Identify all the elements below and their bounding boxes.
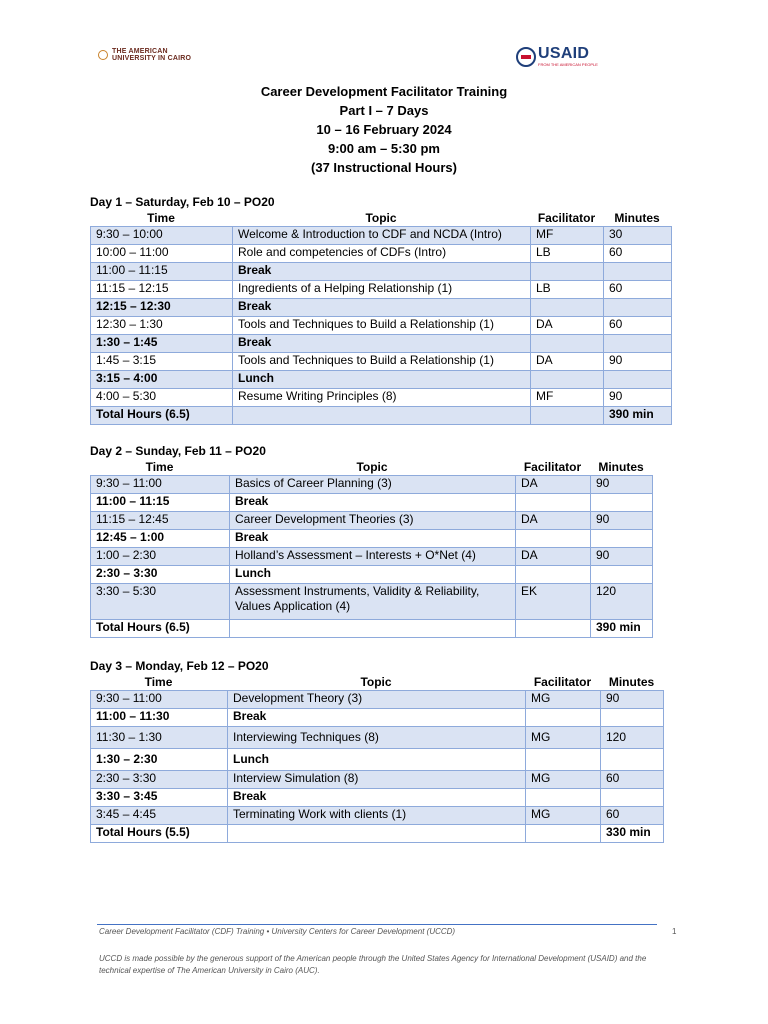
time-cell: 11:00 – 11:30 bbox=[91, 709, 228, 727]
facilitator-cell bbox=[516, 530, 591, 548]
time-cell: Total Hours (6.5) bbox=[91, 407, 233, 425]
col-header-minutes: Minutes bbox=[608, 675, 655, 689]
facilitator-cell: EK bbox=[516, 584, 591, 620]
col-header-time: Time bbox=[144, 675, 173, 689]
topic-cell: Break bbox=[230, 494, 516, 512]
minutes-cell: 60 bbox=[601, 771, 664, 789]
facilitator-cell: DA bbox=[516, 476, 591, 494]
minutes-cell bbox=[591, 530, 653, 548]
minutes-cell: 60 bbox=[604, 317, 672, 335]
topic-cell: Lunch bbox=[230, 566, 516, 584]
table-row bbox=[91, 727, 664, 749]
time-cell: 12:30 – 1:30 bbox=[91, 317, 233, 335]
facilitator-cell: LB bbox=[531, 245, 604, 263]
table-row bbox=[91, 771, 664, 789]
document-title bbox=[0, 82, 768, 177]
schedule-table bbox=[90, 690, 664, 843]
table-row bbox=[91, 245, 672, 263]
page-number: 1 bbox=[672, 927, 677, 936]
day-2-schedule bbox=[90, 443, 653, 638]
title-line5: (37 Instructional Hours) bbox=[311, 160, 457, 175]
time-cell: 12:45 – 1:00 bbox=[91, 530, 230, 548]
usaid-logo bbox=[516, 46, 598, 67]
day-3-schedule bbox=[90, 658, 664, 843]
facilitator-cell: MG bbox=[526, 771, 601, 789]
title-line1: Career Development Facilitator Training bbox=[260, 84, 508, 99]
facilitator-cell: DA bbox=[531, 353, 604, 371]
topic-cell: Break bbox=[233, 299, 531, 317]
minutes-cell: 90 bbox=[591, 548, 653, 566]
facilitator-cell bbox=[526, 749, 601, 771]
col-header-time: Time bbox=[145, 460, 174, 474]
auc-logo-line1: THE AMERICAN bbox=[112, 48, 168, 55]
time-cell: Total Hours (5.5) bbox=[91, 825, 228, 843]
topic-cell: Lunch bbox=[228, 749, 526, 771]
minutes-cell bbox=[601, 749, 664, 771]
facilitator-cell: MG bbox=[526, 807, 601, 825]
table-row bbox=[91, 749, 664, 771]
footer-divider bbox=[97, 924, 657, 925]
time-cell: Total Hours (6.5) bbox=[91, 620, 230, 638]
column-header-row bbox=[90, 674, 664, 690]
time-cell: 2:30 – 3:30 bbox=[91, 771, 228, 789]
facilitator-cell bbox=[531, 371, 604, 389]
topic-cell bbox=[228, 825, 526, 843]
topic-cell bbox=[233, 407, 531, 425]
time-cell: 11:00 – 11:15 bbox=[91, 494, 230, 512]
minutes-cell: 90 bbox=[604, 353, 672, 371]
minutes-cell bbox=[604, 263, 672, 281]
table-row bbox=[91, 512, 653, 530]
topic-cell: Lunch bbox=[233, 371, 531, 389]
title-line3: 10 – 16 February 2024 bbox=[316, 122, 452, 137]
minutes-cell bbox=[604, 371, 672, 389]
table-row bbox=[91, 371, 672, 389]
col-header-facilitator: Facilitator bbox=[523, 460, 582, 474]
title-line2: Part I – 7 Days bbox=[339, 103, 429, 118]
minutes-cell bbox=[604, 335, 672, 353]
footer-program-line: Career Development Facilitator (CDF) Training • University Centers for Career Development (UCCD) bbox=[99, 927, 456, 936]
topic-cell: Break bbox=[228, 789, 526, 807]
minutes-cell: 90 bbox=[591, 476, 653, 494]
table-row bbox=[91, 281, 672, 299]
topic-cell: Welcome & Introduction to CDF and NCDA (Intro) bbox=[233, 227, 531, 245]
facilitator-cell bbox=[516, 566, 591, 584]
table-row bbox=[91, 807, 664, 825]
topic-cell bbox=[230, 620, 516, 638]
topic-cell: Resume Writing Principles (8) bbox=[233, 389, 531, 407]
minutes-cell: 90 bbox=[604, 389, 672, 407]
time-cell: 9:30 – 10:00 bbox=[91, 227, 233, 245]
facilitator-cell bbox=[531, 335, 604, 353]
day-heading: Day 3 – Monday, Feb 12 – PO20 bbox=[90, 659, 269, 673]
minutes-cell bbox=[601, 789, 664, 807]
minutes-cell bbox=[601, 709, 664, 727]
topic-cell: Assessment Instruments, Validity & Reliability, Values Application (4) bbox=[230, 584, 516, 620]
time-cell: 10:00 – 11:00 bbox=[91, 245, 233, 263]
facilitator-cell: DA bbox=[516, 512, 591, 530]
footer-disclaimer: UCCD is made possible by the generous support of the American people through the United States Agency for International Development (USAID) and the technical expertise of The American University in Cairo (AUC). bbox=[99, 954, 647, 975]
facilitator-cell: DA bbox=[531, 317, 604, 335]
topic-cell: Break bbox=[233, 335, 531, 353]
table-row bbox=[91, 825, 664, 843]
auc-logo-line2: UNIVERSITY IN CAIRO bbox=[112, 55, 192, 62]
column-header-row bbox=[90, 459, 653, 475]
column-header-row bbox=[90, 210, 672, 226]
schedule-table bbox=[90, 475, 653, 638]
topic-cell: Tools and Techniques to Build a Relationship (1) bbox=[233, 317, 531, 335]
usaid-wordmark: USAID bbox=[538, 45, 590, 62]
col-header-minutes: Minutes bbox=[598, 460, 644, 474]
table-row bbox=[91, 789, 664, 807]
facilitator-cell: MG bbox=[526, 727, 601, 749]
table-row bbox=[91, 353, 672, 371]
facilitator-cell bbox=[516, 620, 591, 638]
table-row bbox=[91, 389, 672, 407]
usaid-tagline: FROM THE AMERICAN PEOPLE bbox=[538, 62, 598, 67]
minutes-cell: 90 bbox=[591, 512, 653, 530]
facilitator-cell bbox=[531, 299, 604, 317]
time-cell: 1:45 – 3:15 bbox=[91, 353, 233, 371]
time-cell: 9:30 – 11:00 bbox=[91, 691, 228, 709]
facilitator-cell: LB bbox=[531, 281, 604, 299]
minutes-cell: 90 bbox=[601, 691, 664, 709]
col-header-facilitator: Facilitator bbox=[537, 211, 596, 225]
time-cell: 4:00 – 5:30 bbox=[91, 389, 233, 407]
table-row bbox=[91, 620, 653, 638]
topic-cell: Development Theory (3) bbox=[228, 691, 526, 709]
minutes-cell: 60 bbox=[601, 807, 664, 825]
time-cell: 12:15 – 12:30 bbox=[91, 299, 233, 317]
topic-cell: Terminating Work with clients (1) bbox=[228, 807, 526, 825]
col-header-time: Time bbox=[147, 211, 175, 225]
minutes-cell: 390 min bbox=[604, 407, 672, 425]
table-row bbox=[91, 299, 672, 317]
topic-cell: Ingredients of a Helping Relationship (1) bbox=[233, 281, 531, 299]
minutes-cell bbox=[591, 494, 653, 512]
table-row bbox=[91, 407, 672, 425]
table-row bbox=[91, 317, 672, 335]
time-cell: 1:00 – 2:30 bbox=[91, 548, 230, 566]
minutes-cell: 390 min bbox=[591, 620, 653, 638]
table-row bbox=[91, 584, 653, 620]
col-header-topic: Topic bbox=[360, 675, 392, 689]
table-row bbox=[91, 494, 653, 512]
day-1-schedule bbox=[90, 194, 672, 425]
topic-cell: Interviewing Techniques (8) bbox=[228, 727, 526, 749]
usaid-seal-icon bbox=[516, 47, 536, 67]
time-cell: 9:30 – 11:00 bbox=[91, 476, 230, 494]
table-row bbox=[91, 335, 672, 353]
topic-cell: Interview Simulation (8) bbox=[228, 771, 526, 789]
minutes-cell: 60 bbox=[604, 245, 672, 263]
topic-cell: Break bbox=[233, 263, 531, 281]
time-cell: 11:00 – 11:15 bbox=[91, 263, 233, 281]
time-cell: 3:45 – 4:45 bbox=[91, 807, 228, 825]
topic-cell: Basics of Career Planning (3) bbox=[230, 476, 516, 494]
day-heading: Day 2 – Sunday, Feb 11 – PO20 bbox=[90, 444, 266, 458]
auc-seal-icon bbox=[98, 50, 108, 60]
col-header-topic: Topic bbox=[365, 211, 397, 225]
facilitator-cell bbox=[526, 709, 601, 727]
time-cell: 11:15 – 12:45 bbox=[91, 512, 230, 530]
facilitator-cell bbox=[526, 825, 601, 843]
table-row bbox=[91, 691, 664, 709]
facilitator-cell: MG bbox=[526, 691, 601, 709]
table-row bbox=[91, 530, 653, 548]
time-cell: 3:30 – 3:45 bbox=[91, 789, 228, 807]
table-row bbox=[91, 709, 664, 727]
time-cell: 11:15 – 12:15 bbox=[91, 281, 233, 299]
time-cell: 1:30 – 2:30 bbox=[91, 749, 228, 771]
time-cell: 1:30 – 1:45 bbox=[91, 335, 233, 353]
topic-cell: Break bbox=[230, 530, 516, 548]
day-heading: Day 1 – Saturday, Feb 10 – PO20 bbox=[90, 195, 275, 209]
schedule-table bbox=[90, 226, 672, 425]
topic-cell: Holland’s Assessment – Interests + O*Net (4) bbox=[230, 548, 516, 566]
facilitator-cell bbox=[526, 789, 601, 807]
col-header-facilitator: Facilitator bbox=[533, 675, 592, 689]
col-header-topic: Topic bbox=[356, 460, 388, 474]
facilitator-cell: MF bbox=[531, 389, 604, 407]
facilitator-cell bbox=[531, 263, 604, 281]
topic-cell: Career Development Theories (3) bbox=[230, 512, 516, 530]
table-row bbox=[91, 476, 653, 494]
minutes-cell: 120 bbox=[591, 584, 653, 620]
time-cell: 3:15 – 4:00 bbox=[91, 371, 233, 389]
table-row bbox=[91, 263, 672, 281]
time-cell: 11:30 – 1:30 bbox=[91, 727, 228, 749]
topic-cell: Role and competencies of CDFs (Intro) bbox=[233, 245, 531, 263]
minutes-cell bbox=[591, 566, 653, 584]
time-cell: 2:30 – 3:30 bbox=[91, 566, 230, 584]
facilitator-cell bbox=[516, 494, 591, 512]
topic-cell: Tools and Techniques to Build a Relationship (1) bbox=[233, 353, 531, 371]
topic-cell: Break bbox=[228, 709, 526, 727]
minutes-cell: 60 bbox=[604, 281, 672, 299]
time-cell: 3:30 – 5:30 bbox=[91, 584, 230, 620]
minutes-cell: 120 bbox=[601, 727, 664, 749]
auc-logo bbox=[98, 48, 191, 62]
facilitator-cell bbox=[531, 407, 604, 425]
facilitator-cell: MF bbox=[531, 227, 604, 245]
title-line4: 9:00 am – 5:30 pm bbox=[327, 141, 440, 156]
facilitator-cell: DA bbox=[516, 548, 591, 566]
table-row bbox=[91, 227, 672, 245]
table-row bbox=[91, 548, 653, 566]
table-row bbox=[91, 566, 653, 584]
minutes-cell: 330 min bbox=[601, 825, 664, 843]
minutes-cell: 30 bbox=[604, 227, 672, 245]
minutes-cell bbox=[604, 299, 672, 317]
col-header-minutes: Minutes bbox=[614, 211, 660, 225]
